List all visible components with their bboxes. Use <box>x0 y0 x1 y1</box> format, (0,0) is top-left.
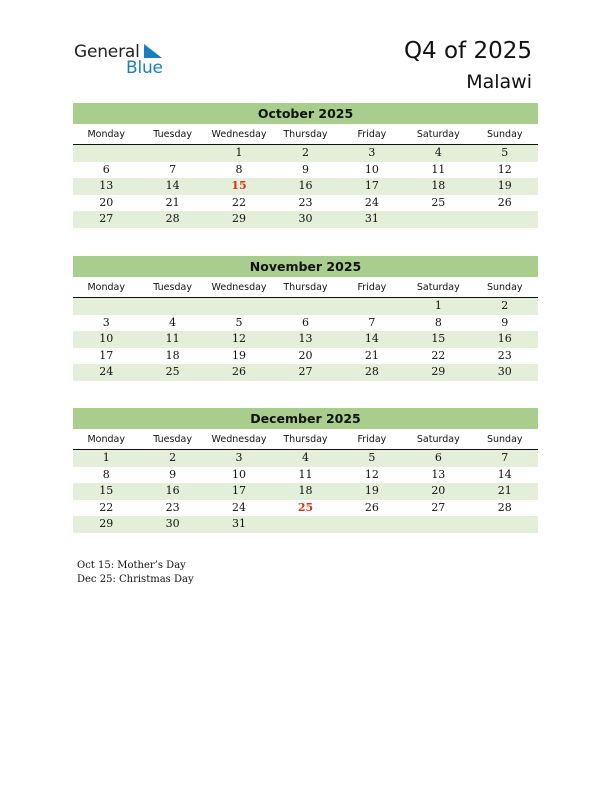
day-cell: 2 <box>169 451 177 464</box>
day-cell: 3 <box>235 451 243 464</box>
week-row <box>73 364 538 381</box>
day-cell: 6 <box>102 162 110 176</box>
day-cell: 29 <box>232 212 247 225</box>
day-cell <box>139 145 205 162</box>
day-cell: 23 <box>298 195 313 209</box>
day-cell: 23 <box>165 500 180 514</box>
day-cell: 9 <box>301 162 309 176</box>
day-cell: 8 <box>235 162 243 176</box>
weekday-header-row <box>73 127 538 145</box>
day-cell: 13 <box>298 332 313 345</box>
day-cell: 5 <box>501 146 509 159</box>
week-row <box>73 467 538 484</box>
day-cell <box>472 516 538 533</box>
day-cell: 19 <box>364 484 379 497</box>
day-cell <box>272 298 338 315</box>
day-cell: 1 <box>434 299 442 312</box>
day-cell: 22 <box>99 500 114 514</box>
day-cell: 27 <box>298 365 313 378</box>
day-cell: 2 <box>501 299 509 312</box>
day-cell: 12 <box>497 162 512 176</box>
month-calendar-november <box>73 256 538 381</box>
day-cell: 9 <box>501 315 509 329</box>
weekday-header-row <box>73 432 538 450</box>
week-row <box>73 195 538 212</box>
day-cell: 31 <box>364 212 379 225</box>
generalblue-logo <box>74 42 174 78</box>
day-cell: 15 <box>99 484 114 497</box>
day-cell <box>206 298 272 315</box>
day-cell: 16 <box>298 179 313 192</box>
day-cell: 24 <box>99 365 114 378</box>
weekday-label: Sunday <box>486 282 523 293</box>
week-row <box>73 450 538 467</box>
holiday-day-cell: 25 <box>297 500 314 514</box>
day-cell: 2 <box>301 146 309 159</box>
day-cell: 24 <box>232 500 247 514</box>
day-cell: 6 <box>434 451 442 464</box>
day-cell: 23 <box>497 348 512 362</box>
week-row <box>73 315 538 332</box>
weekday-label: Thursday <box>283 282 328 293</box>
day-cell: 27 <box>99 212 114 225</box>
day-cell: 11 <box>431 162 446 176</box>
day-cell: 19 <box>497 179 512 192</box>
weekday-label: Thursday <box>283 434 328 445</box>
day-cell <box>139 298 205 315</box>
country-name: Malawi <box>466 71 532 93</box>
day-cell: 13 <box>99 179 114 192</box>
day-cell: 26 <box>232 365 247 378</box>
day-cell: 30 <box>298 212 313 225</box>
week-row <box>73 483 538 500</box>
day-cell: 16 <box>497 332 512 345</box>
day-cell: 27 <box>431 500 446 514</box>
day-cell: 25 <box>431 195 446 209</box>
day-cell: 26 <box>364 500 379 514</box>
day-cell: 7 <box>501 451 509 464</box>
week-row <box>73 298 538 315</box>
day-cell: 16 <box>165 484 180 497</box>
day-cell <box>339 516 405 533</box>
day-cell: 19 <box>232 348 247 362</box>
week-row <box>73 145 538 162</box>
day-cell: 14 <box>497 467 512 481</box>
weekday-label: Friday <box>357 282 387 293</box>
logo-text-general: General <box>74 42 140 62</box>
day-cell: 7 <box>169 162 177 176</box>
day-cell: 21 <box>165 195 180 209</box>
day-cell <box>405 211 471 228</box>
day-cell <box>73 145 139 162</box>
holiday-note: Oct 15: Mother’s Day <box>77 560 186 571</box>
weekday-label: Tuesday <box>153 434 192 445</box>
week-row <box>73 162 538 179</box>
day-cell: 5 <box>235 315 243 329</box>
weekday-label: Saturday <box>416 129 460 140</box>
day-cell: 10 <box>364 162 379 176</box>
weekday-label: Monday <box>87 434 125 445</box>
day-cell: 29 <box>99 517 114 530</box>
day-cell: 25 <box>165 365 180 378</box>
page-title: Q4 of 2025 <box>403 38 532 64</box>
day-cell: 15 <box>431 332 446 345</box>
day-cell: 21 <box>364 348 379 362</box>
day-cell: 22 <box>232 195 247 209</box>
weekday-label: Monday <box>87 129 125 140</box>
day-cell: 28 <box>364 365 379 378</box>
day-cell: 22 <box>431 348 446 362</box>
weekday-label: Tuesday <box>153 282 192 293</box>
day-cell: 11 <box>165 332 180 345</box>
week-row <box>73 331 538 348</box>
day-cell: 20 <box>99 195 114 209</box>
day-cell: 8 <box>102 467 110 481</box>
day-cell <box>272 516 338 533</box>
day-cell: 31 <box>232 517 247 530</box>
day-cell: 21 <box>497 484 512 497</box>
day-cell: 18 <box>431 179 446 192</box>
week-row <box>73 348 538 365</box>
holiday-note: Dec 25: Christmas Day <box>77 574 194 585</box>
day-cell: 8 <box>434 315 442 329</box>
holiday-day-cell: 15 <box>231 179 247 192</box>
day-cell: 13 <box>431 467 446 481</box>
weekday-label: Saturday <box>416 434 460 445</box>
weekday-label: Sunday <box>486 434 523 445</box>
weekday-label: Wednesday <box>211 282 267 293</box>
day-cell: 14 <box>165 179 180 192</box>
day-cell: 3 <box>368 146 376 159</box>
day-cell: 10 <box>99 332 114 345</box>
month-title: October 2025 <box>73 103 538 124</box>
day-cell: 29 <box>431 365 446 378</box>
logo-text-blue: Blue <box>126 58 163 78</box>
day-cell: 1 <box>235 146 243 159</box>
week-row <box>73 500 538 517</box>
month-calendar-december <box>73 408 538 533</box>
day-cell: 14 <box>364 332 379 345</box>
day-cell: 3 <box>102 315 110 329</box>
weekday-label: Wednesday <box>211 129 267 140</box>
day-cell: 17 <box>99 348 114 362</box>
month-calendar-october <box>73 103 538 228</box>
weekday-label: Monday <box>87 282 125 293</box>
week-row <box>73 211 538 228</box>
day-cell: 4 <box>169 315 177 329</box>
weekday-label: Sunday <box>486 129 523 140</box>
day-cell: 4 <box>301 451 309 464</box>
weekday-label: Tuesday <box>153 129 192 140</box>
day-cell <box>339 298 405 315</box>
day-cell <box>405 516 471 533</box>
day-cell: 5 <box>368 451 376 464</box>
weekday-label: Friday <box>357 129 387 140</box>
day-cell: 18 <box>298 484 313 497</box>
day-cell: 10 <box>232 467 247 481</box>
day-cell: 12 <box>232 332 247 345</box>
day-cell: 4 <box>434 146 442 159</box>
day-cell: 17 <box>364 179 379 192</box>
day-cell: 18 <box>165 348 180 362</box>
day-cell: 30 <box>165 517 180 530</box>
day-cell: 30 <box>497 365 512 378</box>
weekday-label: Thursday <box>283 129 328 140</box>
week-row <box>73 178 538 195</box>
day-cell: 17 <box>232 484 247 497</box>
weekday-label: Saturday <box>416 282 460 293</box>
day-cell: 11 <box>298 467 313 481</box>
weekday-header-row <box>73 280 538 298</box>
day-cell: 1 <box>102 451 110 464</box>
day-cell: 12 <box>364 467 379 481</box>
day-cell: 26 <box>497 195 512 209</box>
day-cell <box>73 298 139 315</box>
week-row <box>73 516 538 533</box>
day-cell: 7 <box>368 315 376 329</box>
day-cell: 28 <box>165 212 180 225</box>
weekday-label: Wednesday <box>211 434 267 445</box>
day-cell: 28 <box>497 500 512 514</box>
month-title: December 2025 <box>73 408 538 429</box>
day-cell <box>472 211 538 228</box>
day-cell: 6 <box>301 315 309 329</box>
day-cell: 20 <box>431 484 446 497</box>
day-cell: 24 <box>364 195 379 209</box>
holiday-notes <box>77 559 194 587</box>
month-title: November 2025 <box>73 256 538 277</box>
day-cell: 9 <box>169 467 177 481</box>
weekday-label: Friday <box>357 434 387 445</box>
day-cell: 20 <box>298 348 313 362</box>
